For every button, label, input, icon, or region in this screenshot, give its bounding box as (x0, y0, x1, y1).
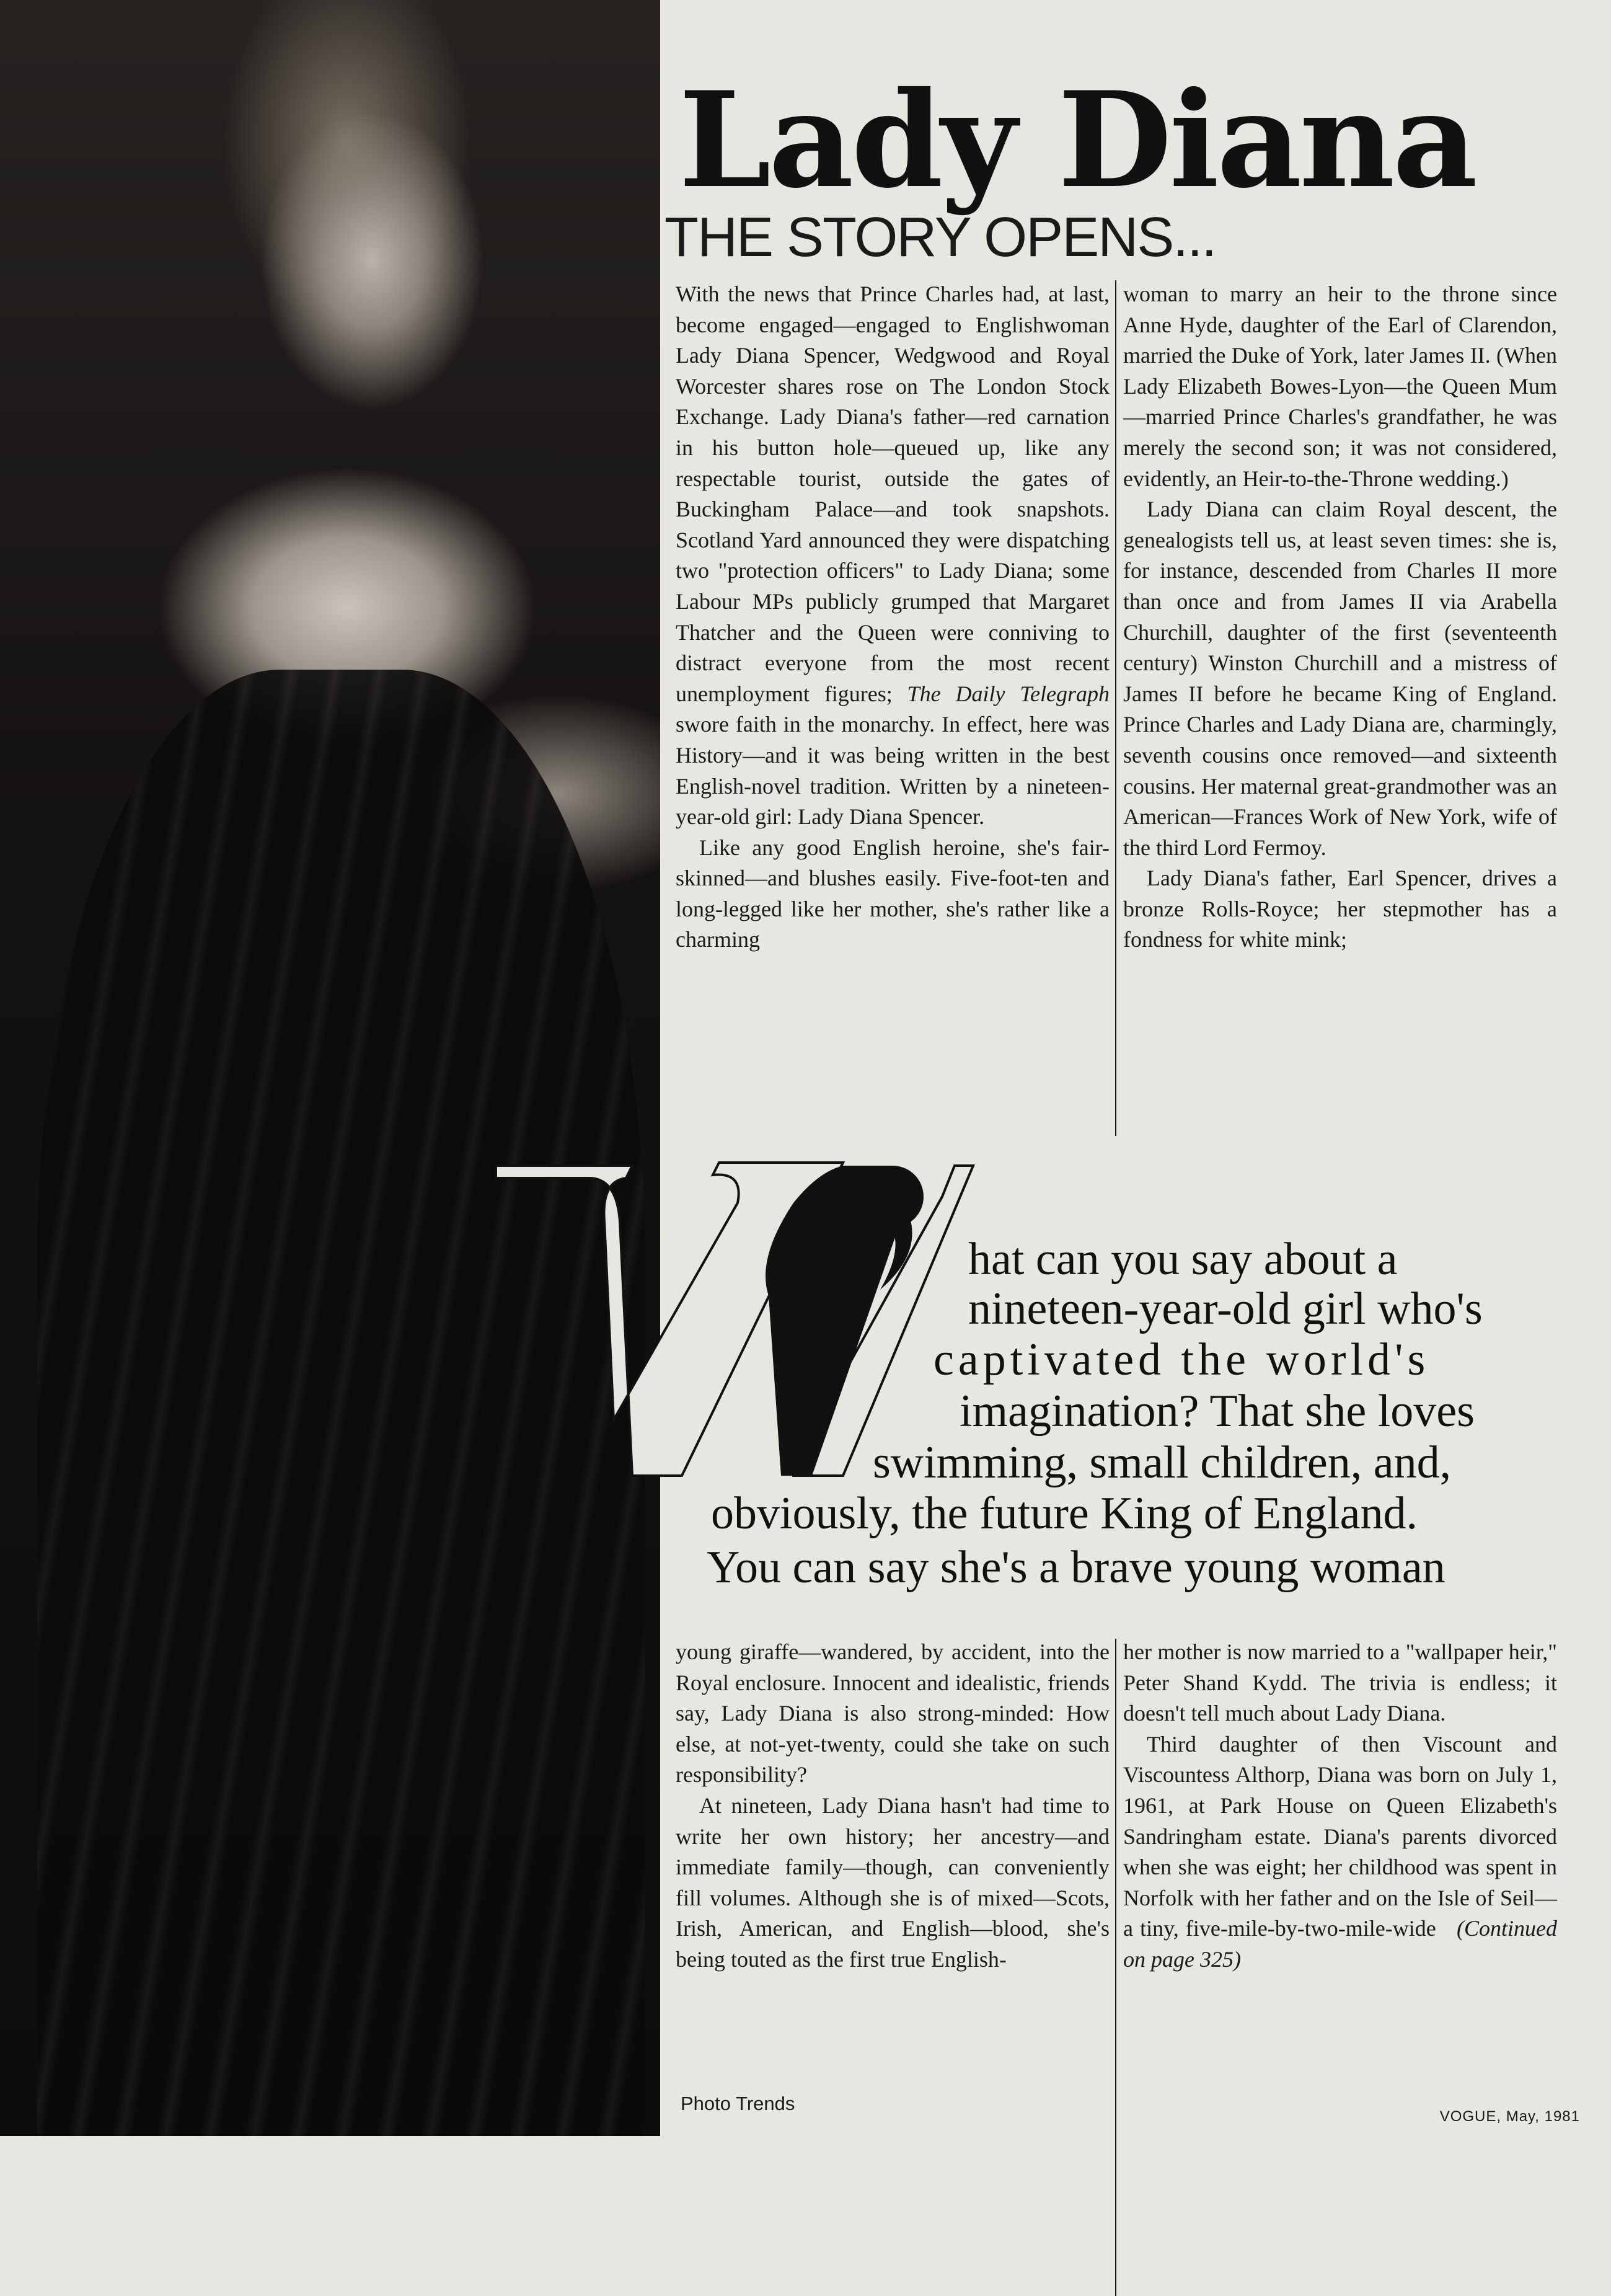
paragraph: Like any good English heroine, she's fair-skinned—and blushes easily. Five-foot-ten and long-legged like her mother, she's rather like a charming (676, 835, 1110, 952)
article-column-3 (676, 1637, 1110, 1975)
pull-quote-line: hat can you say about a (968, 1234, 1398, 1285)
column-rule-top (1115, 280, 1116, 1136)
paragraph: At nineteen, Lady Diana hasn't had time to write her own history; her ancestry—and immediate family—though, can conveniently fill volumes. Although she is of mixed—Scots, Irish, American, and English—blood, she's being touted as the first true English- (676, 1793, 1110, 1972)
pull-quote-line: imagination? That she loves (960, 1386, 1475, 1437)
pull-quote-line: obviously, the future King of England. (711, 1488, 1418, 1539)
portrait-photo (0, 0, 660, 2136)
pull-quote-line: nineteen-year-old girl who's (968, 1283, 1483, 1334)
folio: VOGUE, May, 1981 (1439, 2108, 1580, 2125)
article-column-4 (1123, 1637, 1557, 1975)
subhead: THE STORY OPENS... (664, 206, 1216, 268)
newspaper-title: The Daily Telegraph (907, 681, 1110, 706)
paragraph: Lady Diana can claim Royal descent, the genealogists tell us, at least seven times: she is, for instance, descended from Charles II more than once and from James II via Arabella Churchill, daughter of the first (seventeenth century) Winston Churchill and a mistress of James II before he became King of England. Prince Charles and Lady Diana are, charmingly, seventh cousins once removed—and sixteenth cousins. Her maternal great-grandmother was an American—Frances Work of New York, wife of the third Lord Fermoy. (1123, 497, 1557, 860)
paragraph: Lady Diana's father, Earl Spencer, drives a bronze Rolls-Royce; her stepmother has a fondness for white mink; (1123, 866, 1557, 952)
headline: Lady Diana (679, 63, 1475, 217)
paragraph: her mother is now married to a "wallpaper heir," Peter Shand Kydd. The trivia is endless; it doesn't tell much about Lady Diana. (1123, 1639, 1557, 1726)
column-rule-bottom (1115, 1639, 1116, 2296)
photo-credit: Photo Trends (681, 2093, 795, 2114)
article-column-2 (1123, 279, 1557, 1141)
pull-quote-line: swimming, small children, and, (873, 1437, 1452, 1488)
paragraph: With the news that Prince Charles had, at last, become engaged—engaged to Englishwoman Lady Diana Spencer, Wedgwood and Royal Worcester shares rose on The London Stock Exchange. Lady Diana's father—red carnation in his button hole—queued up, like any respectable tourist, outside the gates of Buckingham Palace—and took snapshots. Scotland Yard announced they were dispatching two "protection officers" to Lady Diana; some Labour MPs publicly grumped that Margaret Thatcher and the Queen were conniving to distract everyone from the most recent unemployment figures; The Daily Telegraph swore faith in the monarchy. In effect, here was History—and it was being written in the best English-novel tradition. Written by a nineteen-year-old girl: Lady Diana Spencer. (676, 281, 1110, 830)
paragraph: woman to marry an heir to the throne since Anne Hyde, daughter of the Earl of Clarendon, married the Duke of York, later James II. (When Lady Elizabeth Bowes-Lyon—the Queen Mum—married Prince Charles's grandfather, he was merely the second son; it was not considered, evidently, an Heir-to-the-Throne wedding.) (1123, 281, 1557, 491)
pull-quote-line: You can say she's a brave young woman (707, 1542, 1445, 1593)
article-column-1 (676, 279, 1110, 1141)
pull-quote-line: captivated the world's (933, 1334, 1430, 1385)
paragraph: Third daughter of then Viscount and Viscountess Althorp, Diana was born on July 1, 1961, at Park House on Queen Elizabeth's Sandringham estate. Diana's parents divorced when she was eight; her childhood was spent in Norfolk with her father and on the Isle of Seil—a tiny, five-mile-by-two-mile-wide (Continued on page 325) (1123, 1731, 1557, 1972)
continued-note: (Continued on page 325) (1123, 1916, 1557, 1972)
paragraph: young giraffe—wandered, by accident, into the Royal enclosure. Innocent and idealistic, friends say, Lady Diana is also strong-minded: How else, at not-yet-twenty, could she take on such responsibility? (676, 1639, 1110, 1788)
